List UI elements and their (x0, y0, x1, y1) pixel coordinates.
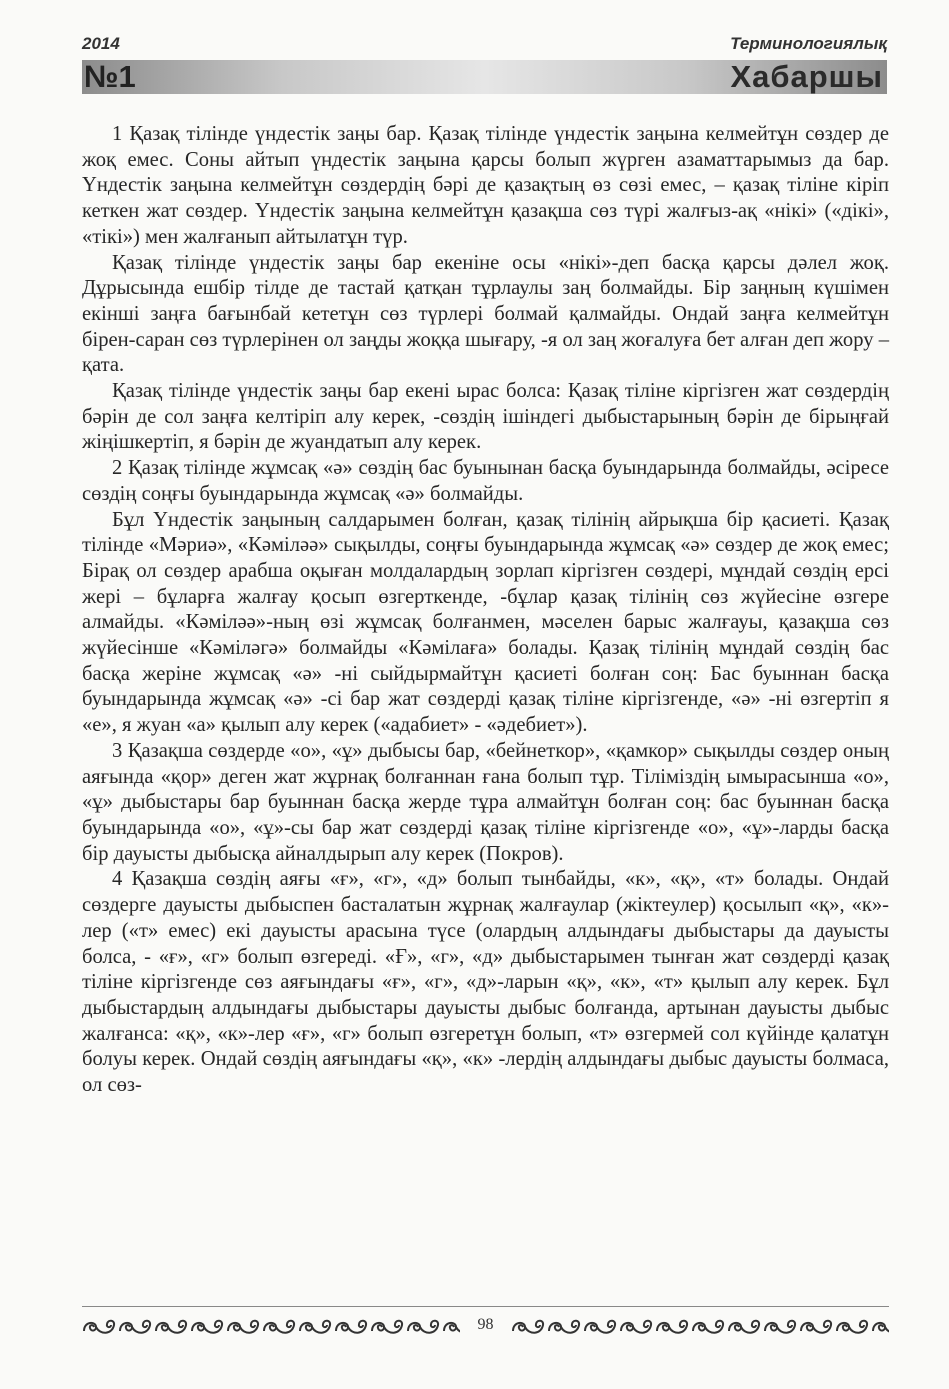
page-number: 98 (477, 1316, 494, 1333)
wave-ornament-right-icon (511, 1316, 889, 1338)
paragraph: Қазақ тілінде үндестік заңы бар екеніне осы «нікі»-деп басқа қарсы дәлел жоқ. Дұрысында ешбір тілде де тастай қатқан тұрлаулы заң болмайды. Бір заңның күшімен екінші заңға бағынбай кететұн сөз түрлері болмай қалмайды. Ондай заңға келмейтұн бірен-саран сөз түрлерінен ол заңды жоққа шығару, -я ол заң жоғалуға бет алған деп жору – қата. (82, 251, 889, 377)
paragraph: 2 Қазақ тілінде жұмсақ «ә» сөздің бас буынынан басқа буындарында болмайды, әсіресе сөздің соңғы буындарында жұмсақ «ә» болмайды. (82, 457, 889, 505)
paragraph: 1 Қазақ тілінде үндестік заңы бар. Қазақ тілінде үндестік заңына келмейтұн сөздер де жоқ емес. Соны айтып үндестік заңына қарсы болып жүрген азаматтарымыз да бар. Үндестік заңына келмейтұн сөздердің бәрі де қазақтың өз сөзі емес, – қазақ тіліне кіріп кеткен жат сөздер. Үндестік заңына келмейтұн қазақша сөз түрі жалғыз-ақ «нікі» («дікі», «тікі») мен жалғанып айтылатұн түр. (82, 123, 889, 248)
publication-year: 2014 (82, 34, 120, 53)
footer-divider (82, 1306, 889, 1307)
page-footer (82, 1314, 889, 1340)
paragraph: Бұл Үндестік заңының салдарымен болған, қазақ тілінің айрықша бір қасиеті. Қазақ тілінде «Мәриә», «Кәміләә» сықылды, соңғы буындарында жұмсақ «ә» сөздер де жоқ емес; Бірақ ол сөздер арабша оқыған молдалардың зорлап кіргізген сөздері, мұндай сөздің ерсі жері – бұларға жалғау қосып өзгерткенде, -бұлар қазақ тілінің сөз жүйесіне өзгере алмайды. «Кәміләә»-ның өзі жұмсақ болғанмен, мәселен барыс жалғауы, қазақша сөз жүйесінше «Кәміләгә» болмайды «Кәмілаға» болады. Қазақ тілінің мұндай сөздің бас басқа жеріне жұмсақ «ә» -ні сыйдырмайтұн қасиеті болған соң: Бас буыннан басқа буындарында жұмсақ «ә» -сі бар жат сөздерді қазақ тіліне кіргізгенде, «ә» -ні өзгертіп я «е», я жуан «а» қылып алу керек («адабиет» - «әдебиет»). (82, 508, 889, 737)
journal-name-top: Терминологиялық (730, 34, 887, 53)
paragraph: 3 Қазақша сөздерде «о», «ұ» дыбысы бар, «бейнеткор», «қамкор» сықылды сөздер оның аяғында «қор» деген жат жұрнақ болғаннан ғана болып тұр. Тіліміздің ымырасынша «о», «ұ» дыбыстары бар буыннан басқа жерде тұра алмайтұн болған соң: бас буыннан басқа буындарында «о», «ұ»-сы бар жат сөздерді қазақ тіліне кіргізгенде «о», «ұ»-ларды басқа бір дауысты дыбысқа айналдырып алу керек (Покров). (82, 739, 889, 865)
paragraph: Қазақ тілінде үндестік заңы бар екені ырас болса: Қазақ тіліне кіргізген жат сөздердің бәрін де сол заңға келтіріп алу керек, -сөздің ішіндегі дыбыстарының бәрін де бірыңғай жіңішкертіп, я бәрін де жуандатып алу керек. (82, 380, 889, 454)
wave-ornament-left-icon (82, 1316, 460, 1338)
issue-number: №1 (84, 59, 136, 94)
journal-name-bottom: Хабаршы (730, 59, 883, 94)
paragraph: 4 Қазақша сөздің аяғы «ғ», «г», «д» болып тынбайды, «к», «қ», «т» болады. Ондай сөздерге дауысты дыбыспен басталатын жұрнақ жалғаулар (жіктеулер) қосылып «қ», «к»-лер («т» емес) екі дауысты арасына түсе (олардың алдындағы дыбыстары да дауысты болса, - «ғ», «г» болып өзгереді. «Ғ», «г», «д» дыбыстарымен тынған жат сөздерді қазақ тіліне кіргізгенде сөз аяғындағы «ғ», «г», «д»-ларын «қ», «к», «т» қылып алу керек. Бұл дыбыстардың алдындағы дыбыстары дауысты дыбыс болғанда, артынан дауысты дыбыс жалғанса: «қ», «к»-лер «ғ», «г» болып өзгеретұн болып, «т» өзгермей сол күйінде қалатұн болуы керек. Ондай сөздің аяғындағы «қ», «к» -лердің алдындағы дыбыс дауысты болмаса, ол сөз- (82, 868, 889, 1097)
header-top-row (82, 34, 887, 56)
header-bar (82, 60, 887, 94)
article-body (82, 122, 889, 1099)
